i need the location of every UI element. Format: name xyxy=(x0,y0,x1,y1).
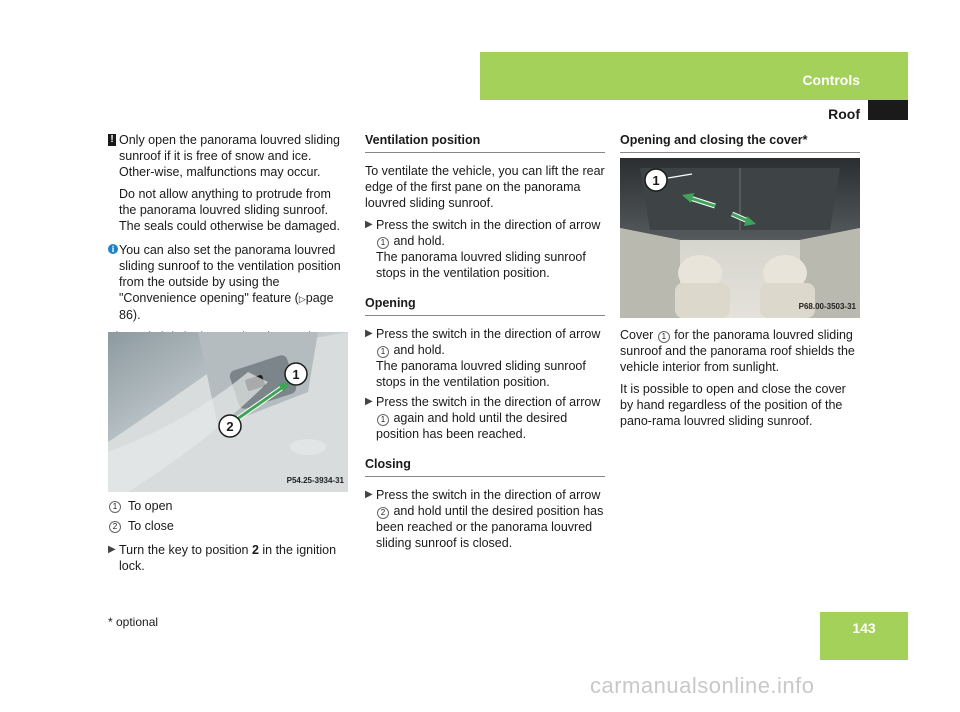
legend-text-close: To close xyxy=(128,519,174,533)
info-note xyxy=(108,242,348,323)
cover-p1-a: Cover xyxy=(620,328,657,342)
ventilation-result: The panorama louvred sliding sunroof stops in the ventilation position. xyxy=(376,250,586,280)
legend-num-2: 2 xyxy=(109,521,121,533)
column-middle xyxy=(365,132,605,553)
arrow-num: 1 xyxy=(377,237,389,249)
step-arrow-icon: ▶ xyxy=(365,328,373,339)
ventilation-step xyxy=(365,217,605,281)
column-left xyxy=(108,132,348,573)
warning-text-2: Do not allow anything to protrude from the panorama louvred sliding sunroof. The seals could otherwise be damaged. xyxy=(119,187,340,233)
info-icon: i xyxy=(108,244,118,254)
opening-step-2 xyxy=(365,394,605,442)
heading-closing: Closing xyxy=(365,456,605,477)
legend-item-open xyxy=(108,498,348,514)
info-text-b: ). xyxy=(132,308,141,322)
legend-text-open: To open xyxy=(128,499,173,513)
warning-note xyxy=(108,132,348,234)
column-right xyxy=(620,132,860,428)
step-arrow-icon: ▶ xyxy=(108,544,116,555)
legend-block xyxy=(108,498,348,576)
step-arrow-icon: ▶ xyxy=(365,396,373,407)
overhead-panel-image xyxy=(108,332,348,492)
cover-p1-b: for the panorama louvred sliding sunroof and the panorama roof shields the vehicle interior from sunlight. xyxy=(620,328,855,374)
step-arrow-icon: ▶ xyxy=(365,219,373,230)
legend-num-1: 1 xyxy=(109,501,121,513)
ventilation-step-b: and hold. xyxy=(390,234,445,248)
opening-step-1 xyxy=(365,326,605,390)
cover-num-1: 1 xyxy=(658,331,670,343)
legend-item-close xyxy=(108,518,348,534)
roof-cover-image xyxy=(620,158,860,318)
overhead-panel-figure xyxy=(108,332,348,492)
step-text-b: in the ignition lock. xyxy=(119,543,337,573)
cover-paragraph-2: It is possible to open and close the cover by hand regardless of the position of the pano-rama louvred sliding sunroof. xyxy=(620,382,846,428)
figure-code: P54.25-3934-31 xyxy=(286,476,344,485)
section-title: Roof xyxy=(828,106,860,122)
heading-ventilation: Ventilation position xyxy=(365,132,605,153)
section-tab-marker xyxy=(868,100,908,120)
cover-callout-1: 1 xyxy=(652,173,660,188)
opening-step2-b: again and hold until the desired position has been reached. xyxy=(376,411,568,441)
closing-step-a: Press the switch in the direction of arrow xyxy=(376,488,601,502)
opening-step1-a: Press the switch in the direction of arrow xyxy=(376,327,601,341)
arrow-num: 2 xyxy=(377,507,389,519)
heading-opening: Opening xyxy=(365,295,605,316)
step-ignition xyxy=(108,542,348,574)
info-text-a: You can also set the panorama louvred sliding sunroof to the ventilation position from the outside by using the "Convenience opening" feature ( xyxy=(119,243,341,305)
step-arrow-icon: ▶ xyxy=(365,489,373,500)
closing-step xyxy=(365,487,605,551)
arrow-num: 1 xyxy=(377,346,389,358)
step-text-a: Turn the key to position xyxy=(119,543,252,557)
opening-step1-b: and hold. xyxy=(390,343,445,357)
roof-cover-figure xyxy=(620,158,860,318)
opening-step2-a: Press the switch in the direction of arrow xyxy=(376,395,601,409)
closing-step-b: and hold until the desired position has been reached or the panorama louvred sliding sunroof is closed. xyxy=(376,504,604,550)
step-bold: 2 xyxy=(251,543,259,557)
heading-cover: Opening and closing the cover* xyxy=(620,132,860,153)
info-text xyxy=(119,242,348,323)
opening-step1-result: The panorama louvred sliding sunroof stops in the ventilation position. xyxy=(376,359,586,389)
watermark: carmanualsonline.info xyxy=(590,673,815,698)
arrow-num: 1 xyxy=(377,414,389,426)
info-page-ref-link[interactable]: page 86 xyxy=(119,291,334,322)
chapter-title: Controls xyxy=(802,72,860,88)
ventilation-intro: To ventilate the vehicle, you can lift the rear edge of the first pane on the panorama louvred sliding sunroof. xyxy=(365,164,605,210)
page-ref-arrow-icon: ▷ xyxy=(298,294,306,304)
cover-figure-code: P68.00-3503-31 xyxy=(798,302,856,311)
callout-2: 2 xyxy=(226,419,234,434)
warning-text-1: Only open the panorama louvred sliding sunroof if it is free of snow and ice. Other-wise, malfunctions may occur. xyxy=(119,133,340,179)
cover-text-block xyxy=(620,327,860,435)
callout-1: 1 xyxy=(292,367,300,382)
cover-paragraph-1 xyxy=(620,327,860,375)
ventilation-step-a: Press the switch in the direction of arrow xyxy=(376,218,601,232)
page-number: 143 xyxy=(852,620,876,636)
warning-icon: ! xyxy=(108,134,116,146)
footnote-optional: * optional xyxy=(108,615,159,629)
